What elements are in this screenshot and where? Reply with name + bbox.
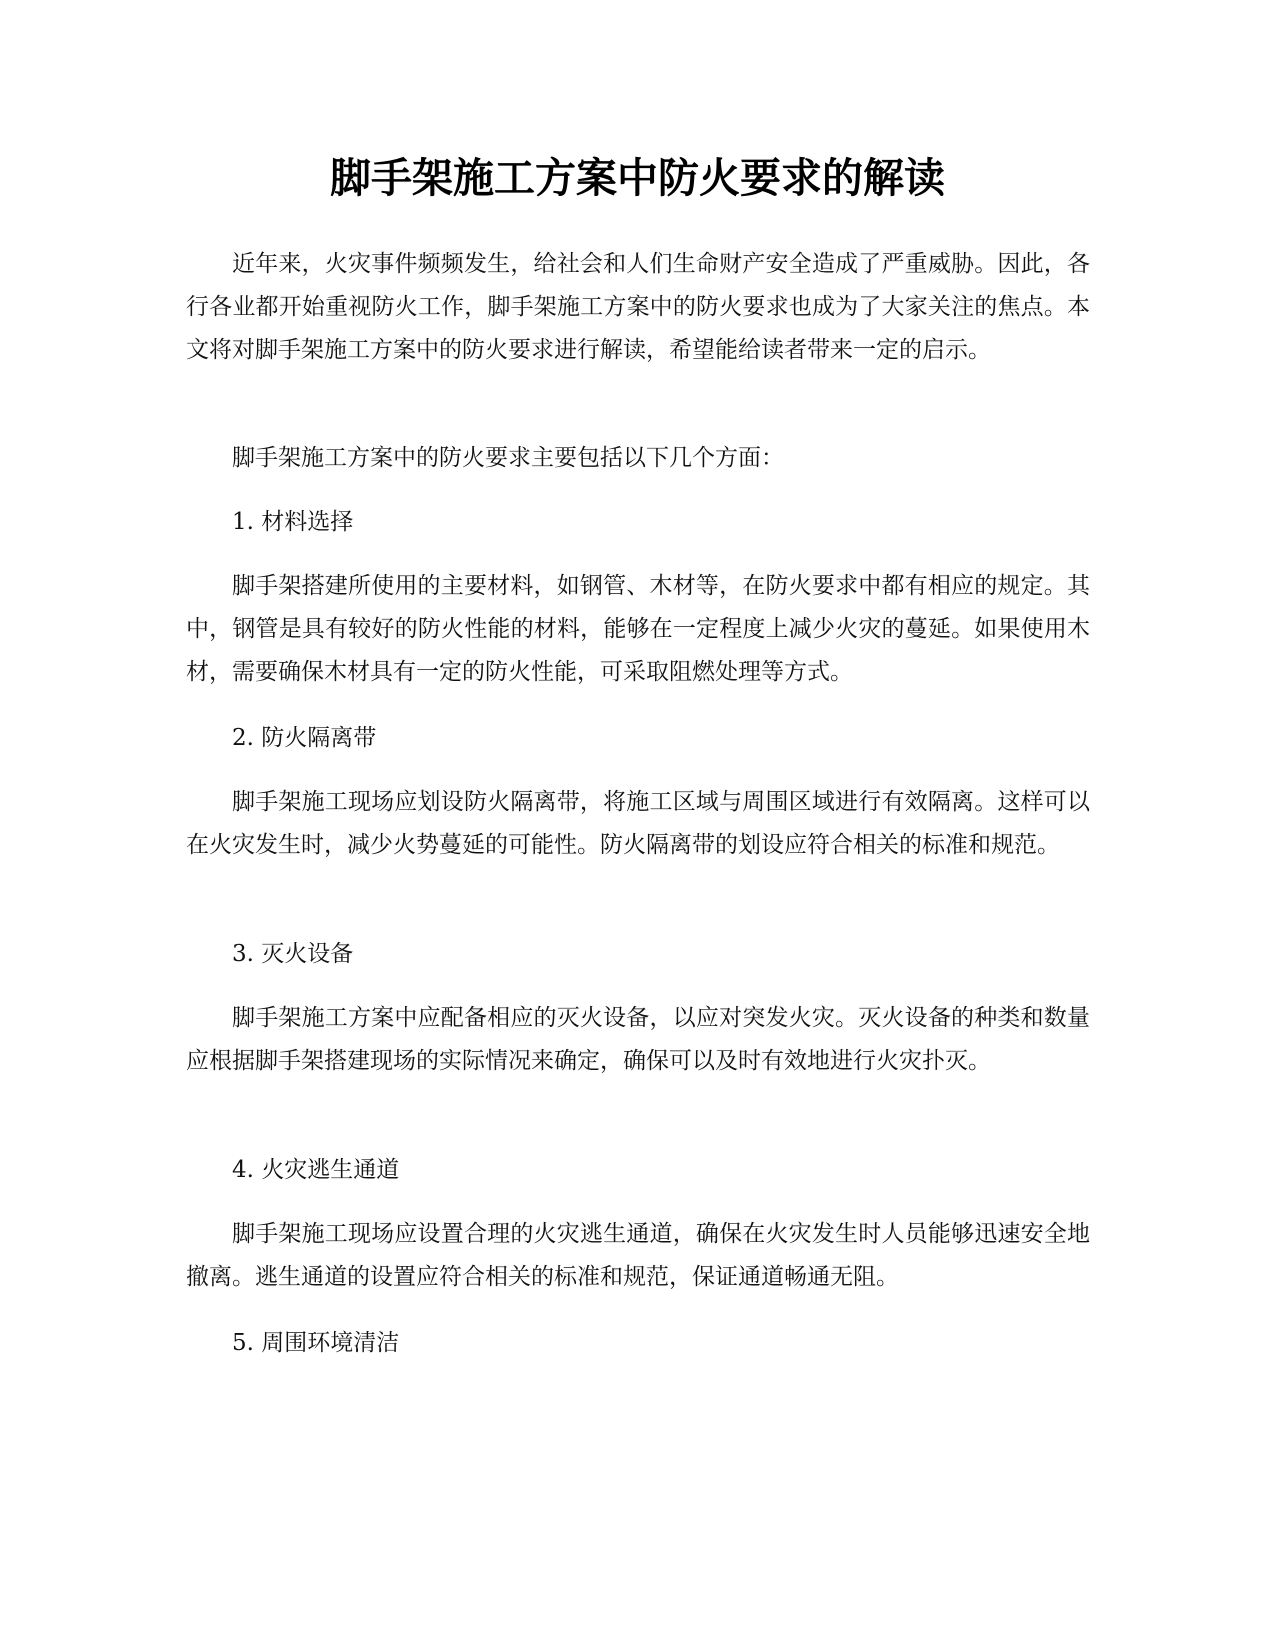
overview-paragraph: 脚手架施工方案中的防火要求主要包括以下几个方面： bbox=[232, 445, 784, 471]
materials-paragraph: 脚手架搭建所使用的主要材料，如钢管、木材等，在防火要求中都有相应的规定。其中，钢管是具有较好的防火性能的材料，能够在一定程度上减少火灾的蔓延。如果使用木材，需要确保木材具有一定的防火性能，可采取阻燃处理等方式。 bbox=[186, 573, 1090, 685]
intro-paragraph: 近年来，火灾事件频频发生，给社会和人们生命财产安全造成了严重威胁。因此，各行各业都开始重视防火工作，脚手架施工方案中的防火要求也成为了大家关注的焦点。本文将对脚手架施工方案中的防火要求进行解读，希望能给读者带来一定的启示。 bbox=[186, 251, 1090, 363]
section-heading-escape: 4. 火灾逃生通道 bbox=[232, 1157, 400, 1183]
document-title: 脚手架施工方案中防火要求的解读 bbox=[330, 154, 945, 202]
escape-paragraph: 脚手架施工现场应设置合理的火灾逃生通道，确保在火灾发生时人员能够迅速安全地撤离。逃生通道的设置应符合相关的标准和规范，保证通道畅通无阻。 bbox=[186, 1221, 1090, 1290]
section-heading-firebreak: 2. 防火隔离带 bbox=[232, 725, 377, 751]
section-heading-extinguishers: 3. 灭火设备 bbox=[232, 941, 354, 967]
section-heading-environment: 5. 周围环境清洁 bbox=[232, 1330, 400, 1356]
extinguishers-paragraph: 脚手架施工方案中应配备相应的灭火设备，以应对突发火灾。灭火设备的种类和数量应根据脚手架搭建现场的实际情况来确定，确保可以及时有效地进行火灾扑灭。 bbox=[186, 1005, 1090, 1074]
firebreak-paragraph: 脚手架施工现场应划设防火隔离带，将施工区域与周围区域进行有效隔离。这样可以在火灾发生时，减少火势蔓延的可能性。防火隔离带的划设应符合相关的标准和规范。 bbox=[186, 789, 1090, 858]
section-heading-materials: 1. 材料选择 bbox=[232, 509, 354, 535]
